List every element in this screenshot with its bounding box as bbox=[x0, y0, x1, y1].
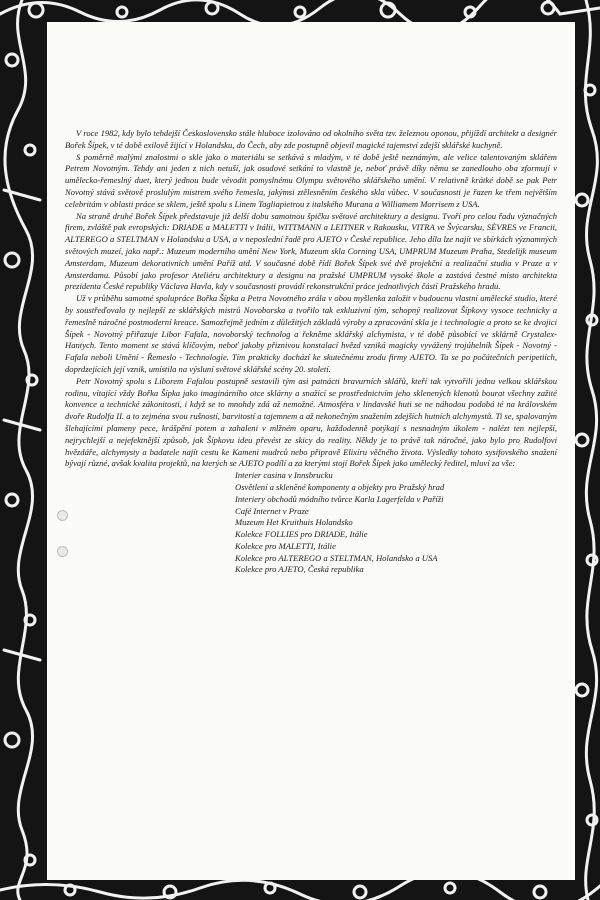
list-item: Interier casina v Innsbrucku bbox=[235, 470, 333, 481]
list-item: Kolekce pro AJETO, Česká republika bbox=[235, 564, 364, 575]
project-list bbox=[235, 470, 557, 576]
list-item: Kolekce FOLLIES pro DRIADE, Itálie bbox=[235, 529, 368, 540]
list-item: Muzeum Het Kruithuis Holandsko bbox=[235, 517, 353, 528]
document-page bbox=[47, 22, 575, 880]
list-item: Kolekce pro MALETTI, Itálie bbox=[235, 540, 336, 551]
list-item: Kolekce pro ALTEREGO a STELTMAN, Holandsko a USA bbox=[235, 552, 438, 563]
list-item: Interiery obchodů módního tvůrce Karla Lagerfelda v Paříži bbox=[235, 493, 444, 504]
paragraph-4: Už v průběhu samotné spolupráce Bořka Šípka a Petra Novotného zrála v obou myšlenka založit v budoucnu vlastní umělecké studio, které by soustřeďovalo ty nejlepší ze sklářských mistrů Novoborska a tvořilo tak exkluzivní tým, schopný realizovat Šípkovy vysoce technicky a řemeslně náročné postmoderní kreace. Samozřejmě jedním z důležitých základů výroby a zpracování skla je i technologie a proto se ke dvojici Šípek - Novotný přiřazuje Libor Fafala, novoborský technolog a řekněme sklářský alchymista, v té době působící ve sklárně Crystalex-Hantych. Tento moment se stává klíčovým, neboť jakoby přiznivou konstalací hvězd vzniká magicky vyvážený trojúhelník Šípek - Novotný - Fafala neboli Umění - Řemeslo - Technologie. Tím prakticky dochází ke skutečnému zrodu firmy AJETO. Ta se po počátečních peripetiích, doprdzejících její vznik, umístila na výsluní světové sklářské scény 20. století. bbox=[65, 293, 557, 374]
paragraph-3: Na straně druhé Bořek Šípek představuje již delší dobu samotnou špičku světové architektury a designu. Tvoří pro celou řadu význačných firem, zvláště pak evropských: DRIADE a MALETTI v Itálii, WITTMANN a LEITNER v Rakousku, VITRA ve Švýcarsku, SÈVRES ve Francii, ALTEREGO a STELTMAN v Holandsku a USA, a v neposlední řadě pro AJETO v České republice. Jeho díla lze najít ve sbírkách významných světových muzeí, jako např.: Muzeum moderního umění New York, Muzeum skla Corning USA, UMPRUM Muzeum Praha, Stedelijk museum Amsterdam, Muzeum dekorativních umění Paříž atd. V současné době řídí Bořek Šípek své dvě projekční a realizační studia v Praze a v Amsterdamu. Působí jako profesor Ateliéru architektury a designu na pražské UMPRUM vysoké škole a zastává čestné místo architekta prezidenta České republiky Václava Havla, kdy v současnosti provádí rekonstrukční práce jednotlivých částí Pražského hradu. bbox=[65, 210, 557, 292]
paragraph-5: Petr Novotný spolu s Liborem Fafalou postupně sestavili tým asi patnácti bravurních sklářů, kteří tak vytvořili jednu velkou sklářskou rodinu, vítající vždy Bořka Šípka jako imaginárního otce sklárny a snažící se prostřednictvím jeho sklenených klenotů bourat všechny zažité konvence a technické zákonitosti, i když se to mnohdy zdá až nemožné. Atmosféra v lindavské huti se ne náhodou podobá té na královském dvoře Rudolfa II. a to zejména svou rušností, barvitostí a tajemnem a až nekonečným snažením zdejších hutních alchymystů. Ti se, spalovaným šlehajícími plameny pece, krášpění potem a zahaleni v mlžném oparu, každodenně potýkají s nesnadným úkolem - nalézt ten nejlepší, nejrychlejší a nejefektnější způsob, jak Šípkovu ideu převést ze skicy do reality. Někdy je to právě tak náročné, jako bylo pro Rudolfovi hvězdáře, alchymysty a badatele najít cestu ke Kameni mudrců nebo připravě Elixíru věčného života. Výsledky tohoto sysifovského snažení bývají různé, avšak kvalita projektů, na kterých se AJETO podílí a za kterými stojí Bořek Šípek jako umělecký ředitel, mluví za vše: bbox=[65, 375, 557, 469]
list-item: Osvětlení a sklenĕné komponenty a objekty pro Pražský hrad bbox=[235, 481, 445, 492]
list-item: Café Internet v Praze bbox=[235, 505, 309, 516]
article-body bbox=[65, 128, 557, 576]
paragraph-2: S poměrně malými znalostmi o skle jako o materiálu se setkává s mladým, v té době ještě neznámým, ale velice talentovaným sklářem Petrem Novotným. Tehdy ani jeden z nich netuší, jak osudové setkání to vlastně je, neboť právě díky němu se zanedlouho oba zformují v umělecko-řemeslný duet, který jednou bude vévodit pomyslnému Olympu světového sklářského umění. V relativně krátké době se pak Petr Novotný stává světově proslulým mistrem svého řemesla, jakýmsi ztělesněním českého skla vůbec. V současnosti je řazen ke třem největším celebritám v oblasti práce se sklem, ještě spolu s Linem Tagliapietrou z italského Murana a Williamem Morrisem z USA. bbox=[65, 151, 557, 209]
paragraph-1: V roce 1982, kdy bylo tehdejší Československo stále hluboce izolováno od okolního světa tzv. železnou oponou, přijíždí architekt a designér Bořek Šípek, v té době exilově žijící v Holandsku, do Čech, aby zde postupně objevil magické tajemství zdejší sklářské kuchyně. bbox=[65, 128, 557, 150]
